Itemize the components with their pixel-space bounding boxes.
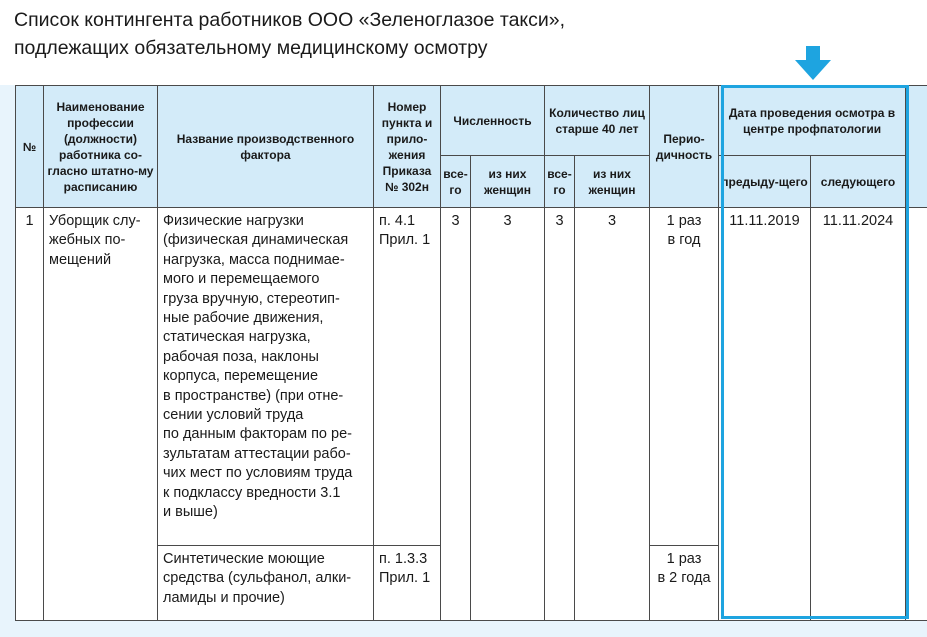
col-header-headcount: Численность [441,86,545,156]
cell-over40-women: 3 [575,208,650,621]
subheader-date-previous: предыду-щего [719,156,811,208]
document-title [14,6,734,62]
cell-order-point-2: п. 1.3.3 Прил. 1 [374,546,441,621]
cell-factor-1: Физические нагрузки (физическая динамическая нагрузка, масса поднимае- мого и перемещаемого груза вручную, стереотип- ные рабочие движения, статическая нагрузка, рабочая поза, наклоны корпуса, перемещение в пространстве) (при отне- сении условий труда по данным факторам по ре- зультатам аттестации рабо- чих мест по условиям труда к подклассу вредности 3.1 и выше) [158,208,374,546]
col-header-spacer [906,86,927,208]
cell-order-point-1: п. 4.1 Прил. 1 [374,208,441,546]
table-row [16,208,927,546]
cell-profession: Уборщик слу- жебных по- мещений [44,208,158,621]
employees-table [15,85,927,621]
arrow-down-icon [795,46,831,80]
col-header-profession: Наименование профессии (должности) работника со-гласно штатно-му расписанию [44,86,158,208]
subheader-over40-women: из них женщин [575,156,650,208]
cell-over40-total: 3 [545,208,575,621]
cell-date-next: 11.11.2024 [811,208,906,621]
col-header-factor: Название производственного фактора [158,86,374,208]
cell-headcount-total: 3 [441,208,471,621]
subheader-date-next: следующего [811,156,906,208]
cell-periodicity-2: 1 раз в 2 года [650,546,719,621]
cell-row-number: 1 [16,208,44,621]
col-header-periodicity: Перио-дичность [650,86,719,208]
col-header-order-point: Номер пункта и прило-жения Приказа № 302н [374,86,441,208]
col-header-over40: Количество лиц старше 40 лет [545,86,650,156]
col-header-exam-date: Дата проведения осмотра в центре профпатологии [719,86,906,156]
subheader-headcount-total: все-го [441,156,471,208]
cell-periodicity-1: 1 раз в год [650,208,719,546]
title-line-2: подлежащих обязательному медицинскому осмотру [14,37,488,59]
subheader-headcount-women: из них женщин [471,156,545,208]
title-line-1: Список контингента работников ООО «Зеленоглазое такси», [14,9,566,31]
col-header-number: № [16,86,44,208]
cell-date-previous: 11.11.2019 [719,208,811,621]
cell-headcount-women: 3 [471,208,545,621]
subheader-over40-total: все-го [545,156,575,208]
cell-spacer [906,208,927,621]
cell-factor-2: Синтетические моющие средства (сульфанол, алки- ламиды и прочие) [158,546,374,621]
